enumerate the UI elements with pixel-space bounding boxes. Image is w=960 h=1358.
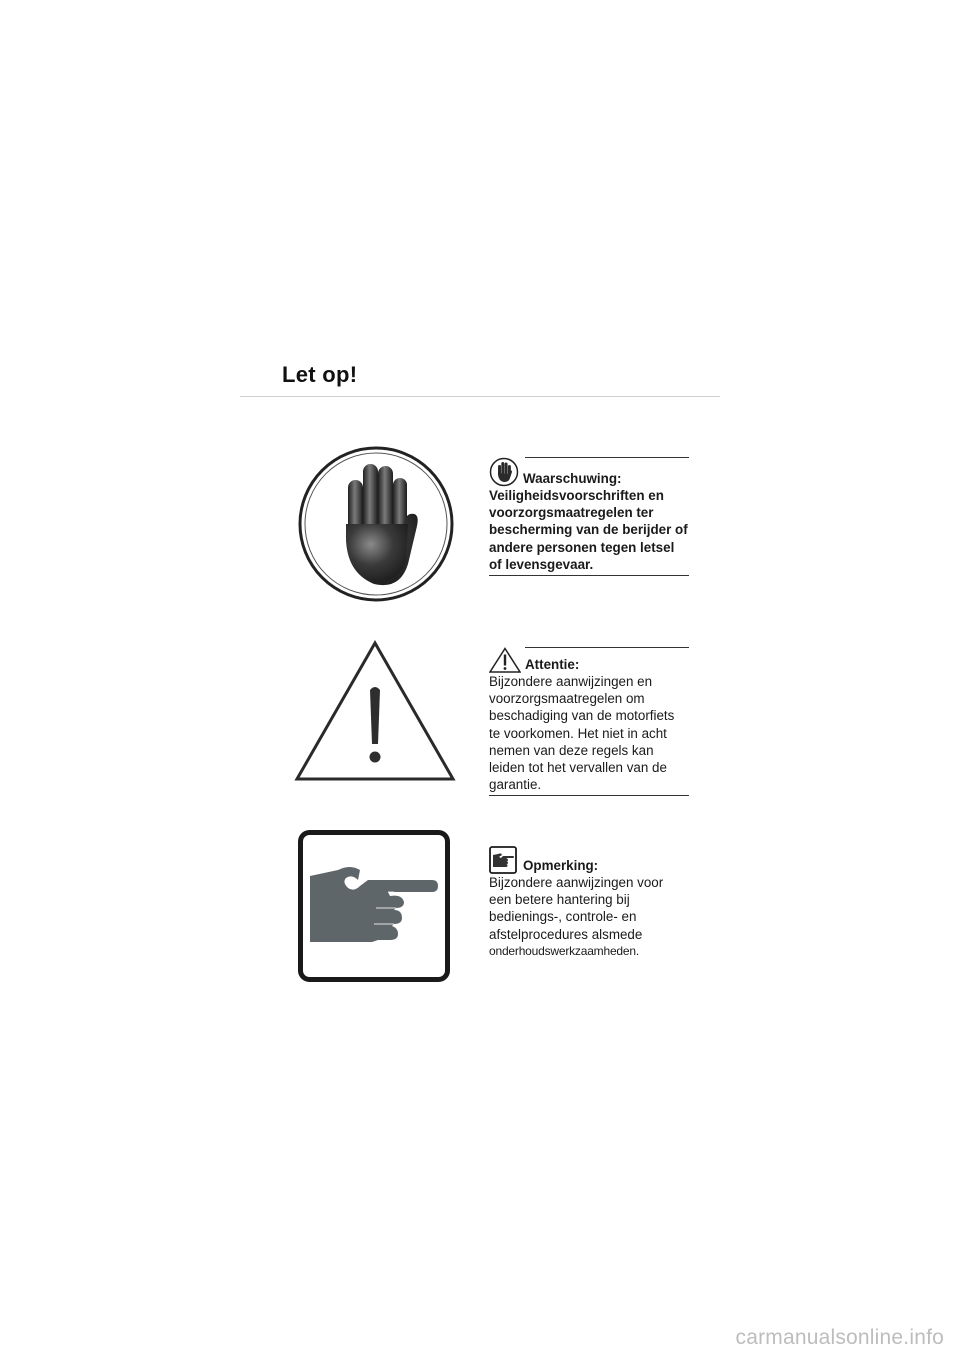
raised-hand-icon [489,457,519,487]
note-text-last: onderhoudswerkzaamheden. [489,943,639,958]
pointing-hand-icon [489,846,519,874]
note-text: Bijzondere aanwijzingen voor een betere hantering bij bedienings-, controle- en afstelprocedures alsmede [489,875,664,942]
warning-top-rule [525,457,689,458]
warning-label: Waarschuwing: [523,470,622,486]
raised-hand-icon [296,444,456,604]
note-label: Opmerking: [523,857,599,873]
exclamation-triangle-icon [489,647,521,673]
header-divider [240,396,720,397]
pointing-hand-icon [298,830,450,982]
caution-label: Attentie: [525,656,580,672]
caution-text: Bijzondere aanwijzingen en voorzorgsmaatregelen om beschadiging van de motorfiets te voorkomen. Het niet in acht nemen van deze regels kan leiden tot het vervallen van de garantie. [489,674,675,793]
site-watermark: carmanualsonline.info [735,1326,944,1349]
caution-top-rule [525,647,689,648]
exclamation-triangle-icon [294,640,456,782]
warning-block [489,457,689,576]
page-title: Let op! [282,362,358,387]
caution-bottom-rule [489,795,689,796]
caution-block [489,647,689,796]
warning-bottom-rule [489,575,689,576]
note-block [489,846,689,960]
warning-text: Veiligheidsvoorschriften en voorzorgsmaatregelen ter bescherming van de berijder of andere personen tegen letsel of levensgevaar. [489,488,688,572]
